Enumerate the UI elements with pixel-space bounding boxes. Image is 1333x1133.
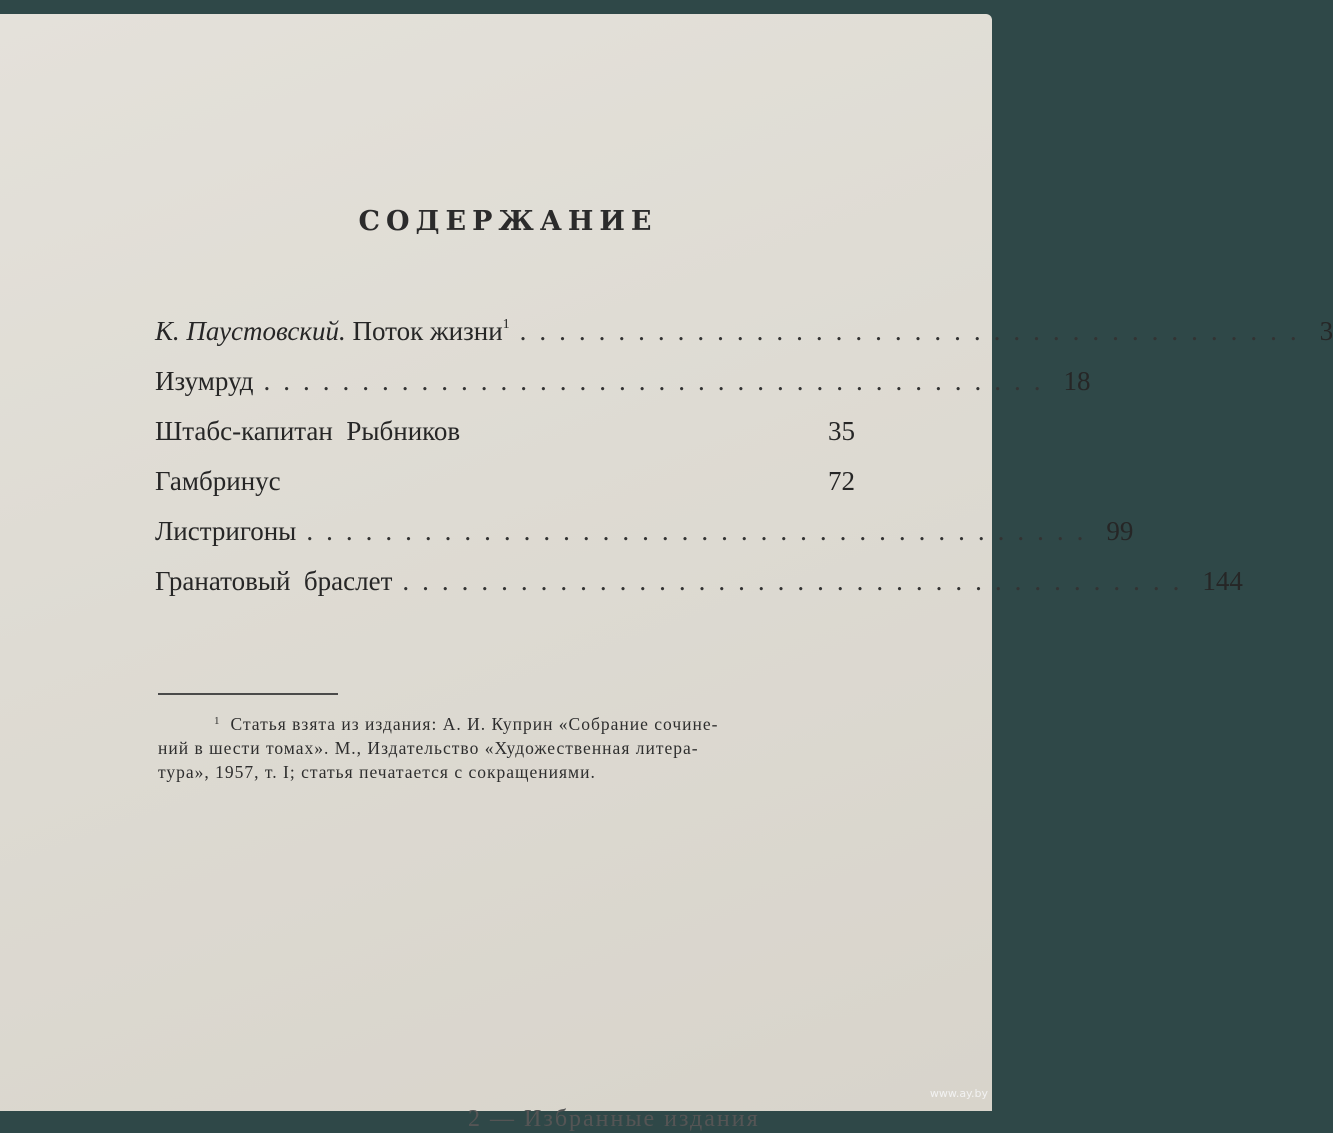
cut-off-bottom-text: 2 — Избранные издания (468, 1106, 760, 1132)
toc-title: Штабс-капитан Рыбников (155, 416, 461, 446)
footnote-line: $^1$ Статья взята из издания: А. И. Куприн «Собрание сочине- (214, 714, 719, 734)
toc-entry-label (155, 316, 510, 347)
toc-entry (155, 366, 1091, 402)
toc-entry (155, 416, 855, 452)
toc-page-number: 72 (828, 466, 855, 496)
toc-page-number: 18 (1063, 366, 1091, 396)
toc-entry (155, 466, 855, 502)
leader-dots: ........................................ (519, 316, 1310, 346)
leader-dots: ........................................ (402, 566, 1193, 596)
book-page (0, 14, 1333, 1132)
toc-page-number: 99 (1106, 516, 1134, 546)
toc-title: Гамбринус (155, 466, 281, 496)
toc-author: К. Паустовский. (155, 316, 346, 346)
toc-page-number: 3 (1319, 316, 1333, 346)
toc-page-number: 35 (828, 416, 855, 446)
footnote-divider (158, 693, 338, 695)
toc-title: Поток жизни (352, 316, 503, 346)
footnote-line: ний в шести томах». М., Издательство «Художественная литера- (158, 738, 699, 758)
footnote-ref: 1 (502, 317, 510, 332)
watermark: www.ay.by (929, 1087, 988, 1100)
toc-entry (155, 516, 1134, 552)
toc-entry (155, 566, 1243, 602)
toc-title: Изумруд (155, 366, 254, 396)
toc-page-number: 144 (1202, 566, 1243, 596)
footnote-marker: 1 (214, 715, 221, 727)
footnote (158, 709, 858, 784)
page-title: СОДЕРЖАНИЕ (358, 206, 658, 237)
leader-dots: ........................................ (263, 366, 1054, 396)
footnote-line: тура», 1957, т. I; статья печатается с сокращениями. (158, 762, 596, 782)
toc-entry (155, 316, 1333, 352)
leader-dots: ........................................ (306, 516, 1097, 546)
toc-title: Листригоны (155, 516, 297, 546)
toc-title: Гранатовый браслет (155, 566, 393, 596)
